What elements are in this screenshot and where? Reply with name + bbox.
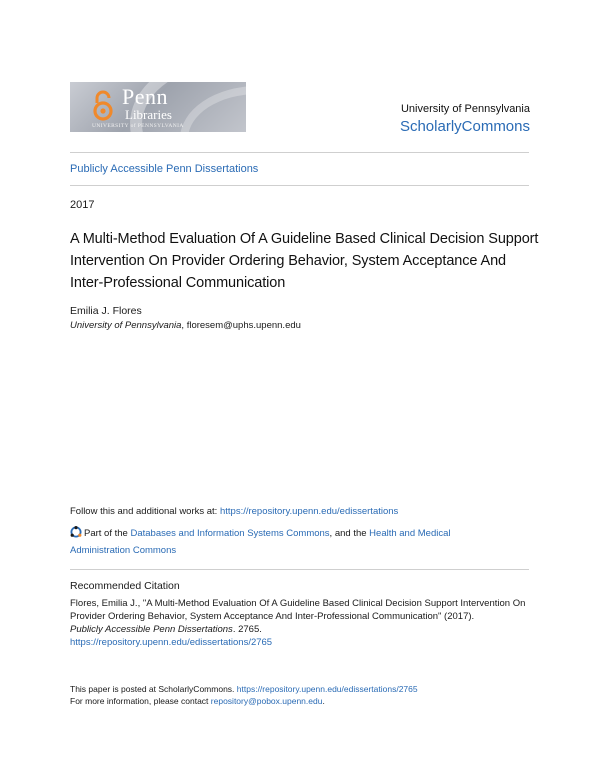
logo-libraries-text: Libraries [125, 107, 172, 122]
publication-year: 2017 [70, 199, 95, 211]
follow-prefix: Follow this and additional works at: [70, 506, 220, 517]
logo-penn-text: Penn [122, 84, 168, 109]
recommended-citation-heading: Recommended Citation [70, 580, 180, 592]
logo-tagline: UNIVERSITY of PENNSYLVANIA [92, 123, 184, 129]
institution-block [400, 102, 530, 138]
network-icon [70, 526, 82, 538]
part-of-prefix: Part of the [84, 528, 131, 539]
part-of-middle: , and the [329, 528, 370, 539]
contact-prefix: For more information, please contact [70, 696, 211, 706]
open-access-lock-icon [92, 90, 114, 122]
citation-url-link[interactable]: https://repository.upenn.edu/edissertations/2765 [70, 637, 273, 648]
divider [70, 152, 529, 153]
databases-commons-link[interactable]: Databases and Information Systems Commons [130, 528, 330, 539]
citation-text [70, 597, 532, 649]
dissertation-title: A Multi-Method Evaluation Of A Guideline Based Clinical Decision Support Intervention On Provider Ordering Behavior, System Acceptance And Inter-Professional Communication [70, 231, 539, 291]
posted-prefix: This paper is posted at ScholarlyCommons. [70, 684, 237, 694]
contact-email-link[interactable]: repository@pobox.upenn.edu [210, 696, 323, 706]
citation-number: . 2765. [232, 624, 262, 635]
contact-suffix: . [322, 696, 325, 706]
citation-body: Flores, Emilia J., "A Multi-Method Evaluation Of A Guideline Based Clinical Decision Support Intervention On Provider Ordering Behavior, System Acceptance And Inter-Professional Communication" (2017). [70, 598, 526, 622]
posted-url-link[interactable]: https://repository.upenn.edu/edissertations/2765 [236, 684, 418, 694]
divider [70, 185, 529, 186]
follow-line [70, 506, 398, 517]
divider [70, 569, 529, 570]
series-link[interactable]: Publicly Accessible Penn Dissertations [70, 163, 259, 175]
author-affiliation [70, 320, 301, 331]
health-admin-commons-link[interactable]: Health and Medical Administration Commons [70, 528, 451, 556]
follow-url-link[interactable]: https://repository.upenn.edu/edissertations [219, 506, 399, 517]
part-of-line [70, 525, 510, 559]
author-email: , floresem@uphs.upenn.edu [181, 320, 301, 331]
citation-series: Publicly Accessible Penn Dissertations [70, 624, 233, 635]
scholarly-commons-link[interactable]: ScholarlyCommons [399, 118, 530, 135]
university-name: University of Pennsylvania [400, 103, 530, 115]
author-name: Emilia J. Flores [70, 305, 142, 317]
penn-libraries-logo[interactable] [70, 82, 246, 132]
affiliation-university: University of Pennsylvania [70, 320, 182, 331]
posted-line [70, 683, 418, 695]
contact-line [70, 695, 325, 707]
